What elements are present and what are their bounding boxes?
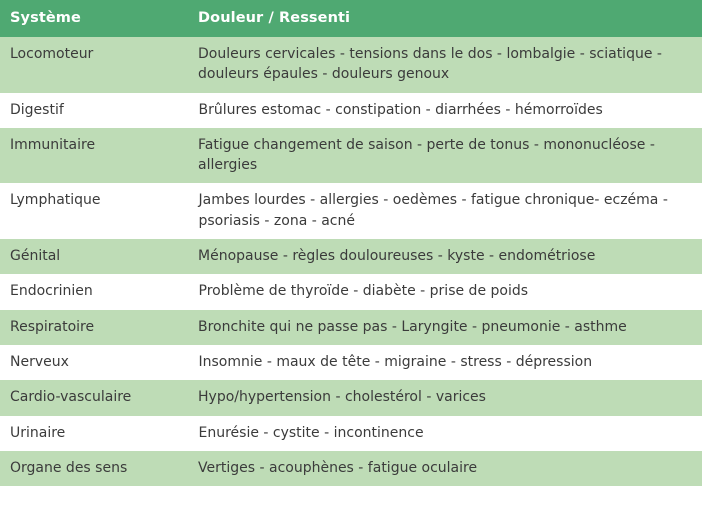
table-row (0, 128, 702, 184)
cell-system: Locomoteur (0, 37, 188, 93)
cell-system: Digestif (0, 93, 188, 128)
table-row (0, 380, 702, 415)
column-header-pain: Douleur / Ressenti (188, 0, 702, 37)
table-body (0, 37, 702, 486)
cell-pain: Vertiges - acouphènes - fatigue oculaire (188, 451, 702, 486)
cell-pain: Problème de thyroïde - diabète - prise de poids (188, 274, 702, 309)
cell-system: Urinaire (0, 416, 188, 451)
cell-pain: Douleurs cervicales - tensions dans le dos - lombalgie - sciatique - douleurs épaules - douleurs genoux (188, 37, 702, 93)
table-row (0, 345, 702, 380)
table-row (0, 416, 702, 451)
table-row (0, 37, 702, 93)
cell-pain: Insomnie - maux de tête - migraine - stress - dépression (188, 345, 702, 380)
table-row (0, 274, 702, 309)
table-row (0, 451, 702, 486)
table-header (0, 0, 702, 37)
table-row (0, 183, 702, 239)
cell-system: Nerveux (0, 345, 188, 380)
table-row (0, 239, 702, 274)
cell-pain: Ménopause - règles douloureuses - kyste - endométriose (188, 239, 702, 274)
table-row (0, 310, 702, 345)
table-row (0, 93, 702, 128)
cell-pain: Fatigue changement de saison - perte de tonus - mononucléose - allergies (188, 128, 702, 184)
cell-system: Génital (0, 239, 188, 274)
cell-system: Organe des sens (0, 451, 188, 486)
cell-pain: Jambes lourdes - allergies - oedèmes - fatigue chronique- eczéma - psoriasis - zona - acné (188, 183, 702, 239)
cell-pain: Hypo/hypertension - cholestérol - varices (188, 380, 702, 415)
cell-pain: Brûlures estomac - constipation - diarrhées - hémorroïdes (188, 93, 702, 128)
table-header-row (0, 0, 702, 37)
cell-system: Immunitaire (0, 128, 188, 184)
cell-pain: Enurésie - cystite - incontinence (188, 416, 702, 451)
cell-system: Endocrinien (0, 274, 188, 309)
cell-system: Respiratoire (0, 310, 188, 345)
column-header-system: Système (0, 0, 188, 37)
cell-system: Lymphatique (0, 183, 188, 239)
cell-pain: Bronchite qui ne passe pas - Laryngite - pneumonie - asthme (188, 310, 702, 345)
cell-system: Cardio-vasculaire (0, 380, 188, 415)
